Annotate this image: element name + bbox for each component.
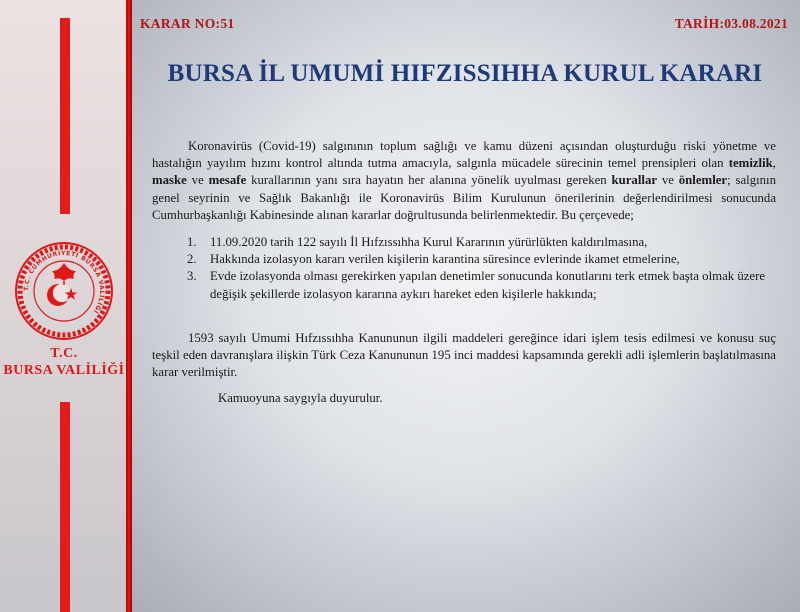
- document-title: BURSA İL UMUMİ HIFZISSIHHA KURUL KARARI: [167, 60, 763, 87]
- decision-list: [152, 234, 776, 303]
- emblem-text: T.C. CUMHURİYETİ BURSA VALİLİĞİ: [22, 249, 106, 315]
- intro-bold-kurallar: kurallar: [611, 173, 658, 188]
- paragraph-announcement: Kamuoyuna saygıyla duyurulur.: [218, 391, 383, 405]
- intro-sep-3: ve: [657, 173, 679, 188]
- intro-text-1: Koronavirüs (Covid-19) salgınının toplum sağlığı ve kamu düzeni açısından oluşturduğu riski yönetme ve hastalığın yayılım hızını kontrol altında tutma amacıyla, salgınla mücadele sürecinin temel prensipleri olan: [152, 139, 776, 171]
- intro-bold-onlemler: önlemler: [678, 173, 728, 188]
- list-item-text: 11.09.2020 tarih 122 sayılı İl Hıfzıssıhha Kurul Kararının yürürlükten kaldırılmasına,: [210, 235, 648, 249]
- list-item-text: Evde izolasyonda olması gerekirken yapılan denetimler sonucunda konutlarını terk etmek başta olmak üzere değişik şekillerde izolasyon kararına aykırı hareket eden kişilerle hakkında;: [210, 269, 766, 301]
- intro-sep-1: ,: [772, 156, 776, 171]
- list-item: [152, 268, 776, 302]
- intro-bold-temizlik: temizlik: [728, 156, 773, 171]
- paragraph-decision: 1593 sayılı Umumi Hıfzıssıhha Kanununun ilgili maddeleri gereğince idari işlem tesis edilmesi ve konusu suç teşkil eden davranışlara ilişkin Türk Ceza Kanununun 195 inci maddesi kapsamında gerekli adli işlemlerin başlatılmasına karar verilmiştir.: [152, 331, 776, 380]
- decision-date: TARİH:03.08.2021: [674, 16, 788, 31]
- list-item-text: Hakkında izolasyon kararı verilen kişilerin karantina süresince evlerinde ikamet etmelerine,: [210, 252, 680, 267]
- list-item-number: 2.: [187, 252, 197, 267]
- list-item-number: 1.: [187, 235, 197, 249]
- sidebar-red-bar-top: [60, 18, 70, 214]
- sidebar-bursa-valiligi-label: BURSA VALİLİĞİ: [3, 363, 125, 378]
- intro-text-2: kurallarının yanı sıra hayatın her alanına yönelik uyulması gereken: [246, 173, 612, 188]
- sidebar-red-bar-bottom: [60, 402, 70, 612]
- intro-bold-mesafe: mesafe: [208, 173, 247, 188]
- list-item: [152, 234, 776, 251]
- intro-text-3: ; salgının genel seyrinin ve Sağlık Bakanlığı ile Koronavirüs Bilim Kurulunun önerilerinin değerlendirilmesi sonucunda Cumhurbaşkanlığı Kabinesinde alınan kararlar doğrultusunda belirlenmektedir. Bu çerçevede;: [152, 173, 777, 222]
- intro-bold-maske: maske: [152, 173, 187, 188]
- decision-number: KARAR NO:51: [140, 16, 235, 31]
- sidebar-tc-label: T.C.: [50, 346, 78, 361]
- list-item-number: 3.: [187, 269, 197, 284]
- intro-sep-2: ve: [186, 173, 209, 188]
- list-item: [152, 251, 776, 268]
- paragraph-intro: [152, 138, 776, 224]
- bursa-valiligi-emblem-icon: [14, 241, 114, 341]
- sidebar-red-edge: [126, 0, 132, 612]
